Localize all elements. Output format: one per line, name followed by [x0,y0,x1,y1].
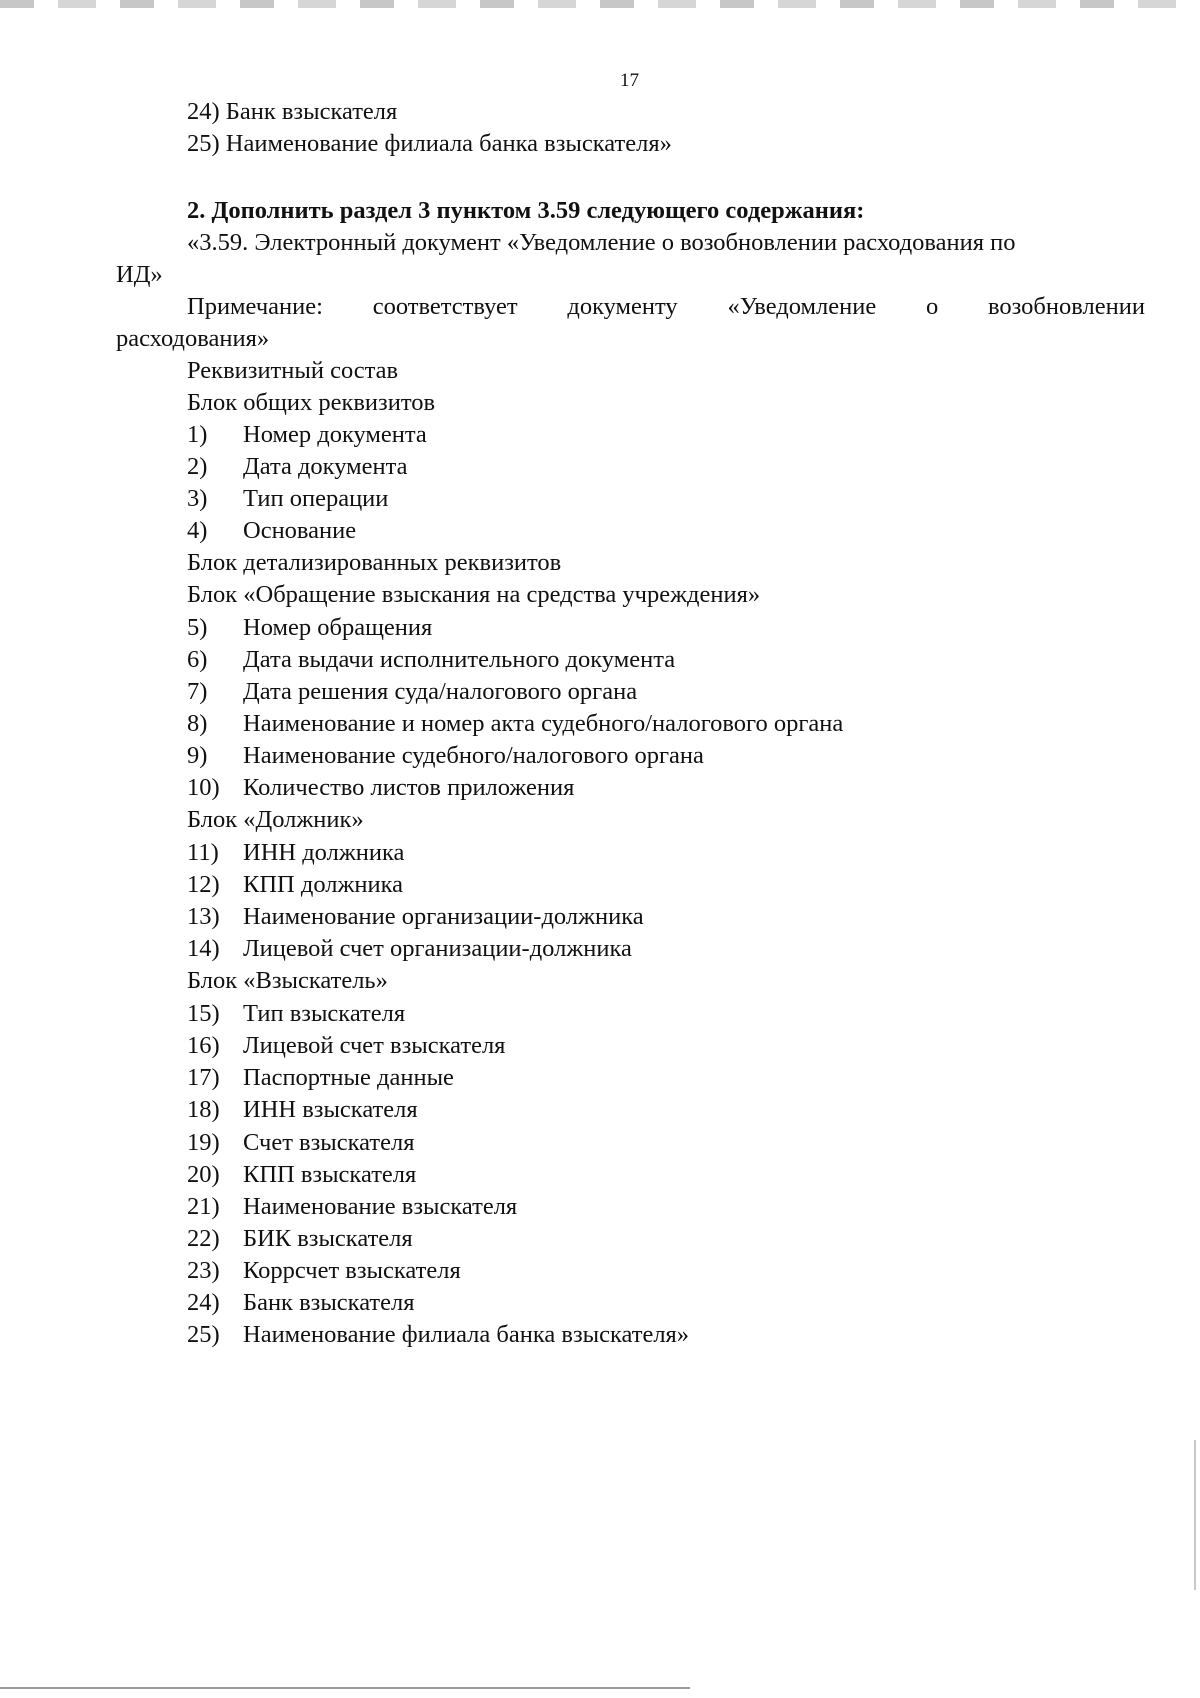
note-line [187,292,1145,322]
list-item [187,1320,689,1350]
scan-edge-top [0,0,1200,8]
scan-edge-right [1194,1440,1196,1590]
list-item [187,613,432,643]
item-text: Лицевой счет организации-должника [243,935,632,962]
item-number: 6) [187,646,208,673]
item-number: 17) [187,1064,220,1091]
item-number: 7) [187,678,208,705]
intro-text: «3.59. Электронный документ «Уведомление о возобновлении расходования по [187,229,1016,256]
item-number: 4) [187,517,208,544]
item-text: КПП должника [243,871,404,898]
item-number: 10) [187,774,220,801]
item-text: Дата решения суда/налогового органа [243,678,638,705]
item-number: 25) [187,1321,220,1348]
item-text: ИНН должника [243,839,405,866]
list-item [187,1063,454,1093]
item-number: 11) [187,839,219,866]
item-text: ИНН взыскателя [243,1096,418,1123]
list-item [187,1288,415,1318]
item-number: 24) [187,1289,220,1316]
list-item [187,516,356,546]
list-item [187,741,704,771]
item-number: 8) [187,710,208,737]
list-item [187,1256,461,1286]
item-number: 1) [187,421,208,448]
item-text: Тип операции [243,485,389,512]
item-text: Тип взыскателя [243,1000,406,1027]
list-item [187,484,388,514]
note-word: «Уведомление [727,293,877,320]
item-number: 16) [187,1032,220,1059]
item-number: 14) [187,935,220,962]
item-text: Лицевой счет взыскателя [243,1032,506,1059]
composition-heading: Реквизитный состав [187,357,399,384]
item-number: 15) [187,1000,220,1027]
item-text: КПП взыскателя [243,1161,417,1188]
list-item [187,645,675,675]
item-text: Наименование филиала банка взыскателя» [243,1321,690,1348]
scan-edge-bottom [0,1687,690,1689]
item-text: БИК взыскателя [243,1225,413,1252]
list-item [187,420,427,450]
item-text: Номер документа [243,421,427,448]
list-item [187,1224,413,1254]
list-item [187,838,404,868]
note-word: возобновлении [988,293,1145,320]
list-item [187,934,632,964]
item-number: 22) [187,1225,220,1252]
item-number: 20) [187,1161,220,1188]
item-number: 9) [187,742,208,769]
item-number: 13) [187,903,220,930]
list-item [187,1095,418,1125]
list-item [187,1031,505,1061]
list-item [187,452,408,482]
note-word: документу [567,293,678,320]
note-word: соответствует [372,293,518,320]
list-item [187,677,637,707]
intro-text: ИД» [116,261,163,288]
page-number: 17 [620,70,639,91]
block-heading-debtor: Блок «Должник» [187,806,364,833]
item-text: Дата выдачи исполнительного документа [243,646,676,673]
item-text: Основание [243,517,357,544]
item-text: Наименование организации-должника [243,903,644,930]
item-text: Наименование взыскателя [243,1193,518,1220]
list-item [187,870,403,900]
item-text: Наименование судебного/налогового органа [243,742,704,769]
note-word: о [925,293,939,320]
list-item [187,709,843,739]
list-item [187,1128,414,1158]
block-heading-creditor: Блок «Взыскатель» [187,967,388,994]
list-item [187,1192,517,1222]
item-text: Счет взыскателя [243,1129,415,1156]
item-number: 2) [187,453,208,480]
carryover-item: 24) Банк взыскателя [187,98,398,125]
list-item [187,1160,416,1190]
item-number: 21) [187,1193,220,1220]
item-number: 12) [187,871,220,898]
item-text: Наименование и номер акта судебного/налогового органа [243,710,844,737]
item-number: 3) [187,485,208,512]
block-heading-detailed: Блок детализированных реквизитов [187,549,562,576]
item-text: Дата документа [243,453,408,480]
item-text: Паспортные данные [243,1064,454,1091]
item-number: 19) [187,1129,220,1156]
block-heading-general: Блок общих реквизитов [187,389,436,416]
list-item [187,773,574,803]
list-item [187,999,405,1029]
item-number: 23) [187,1257,220,1284]
carryover-item: 25) Наименование филиала банка взыскателя» [187,130,672,157]
block-heading-appeal: Блок «Обращение взыскания на средства учреждения» [187,581,761,608]
note-continuation: расходования» [116,325,270,352]
list-item [187,902,644,932]
item-text: Банк взыскателя [243,1289,415,1316]
item-number: 5) [187,614,208,641]
item-text: Коррсчет взыскателя [243,1257,461,1284]
section-heading: 2. Дополнить раздел 3 пунктом 3.59 следующего содержания: [187,197,865,224]
item-text: Номер обращения [243,614,433,641]
item-text: Количество листов приложения [243,774,575,801]
note-word: Примечание: [187,293,323,320]
item-number: 18) [187,1096,220,1123]
